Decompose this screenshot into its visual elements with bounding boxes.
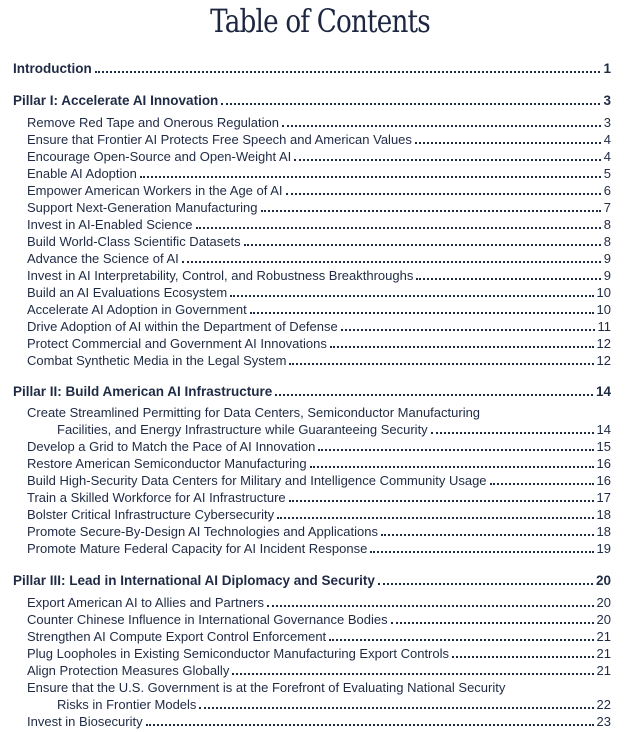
toc-entry[interactable]: Build World-Class Scientific Datasets 8 — [27, 234, 611, 249]
dot-leader — [267, 603, 594, 607]
toc-entry[interactable]: Promote Secure-By-Design AI Technologies and Applications 18 — [27, 524, 611, 539]
toc-entry[interactable]: Remove Red Tape and Onerous Regulation 3 — [27, 115, 611, 130]
toc-entry-introduction[interactable]: Introduction 1 — [13, 61, 611, 76]
toc-entry[interactable]: Facilities, and Energy Infrastructure while Guaranteeing Security 14 — [57, 422, 611, 437]
dot-leader — [289, 361, 593, 365]
dot-leader — [452, 654, 594, 658]
toc-entry[interactable]: Train a Skilled Workforce for AI Infrastructure 17 — [27, 490, 611, 505]
toc-entry[interactable]: Empower American Workers in the Age of AI 6 — [27, 183, 611, 198]
dot-leader — [341, 327, 595, 331]
toc-entry[interactable]: Advance the Science of AI 9 — [27, 251, 611, 266]
toc-entry[interactable]: Invest in AI-Enabled Science 8 — [27, 217, 611, 232]
dot-leader — [415, 140, 601, 144]
toc-entry[interactable]: Accelerate AI Adoption in Government 10 — [27, 302, 611, 317]
dot-leader — [182, 259, 601, 263]
dot-leader — [196, 225, 601, 229]
dot-leader — [95, 69, 601, 73]
toc-entry[interactable]: Drive Adoption of AI within the Department of Defense 11 — [27, 319, 611, 334]
toc-entry[interactable]: Combat Synthetic Media in the Legal System 12 — [27, 353, 611, 368]
toc-entry[interactable]: Bolster Critical Infrastructure Cybersecurity 18 — [27, 507, 611, 522]
dot-leader — [289, 498, 594, 502]
dot-leader — [221, 101, 600, 105]
dot-leader — [416, 276, 600, 280]
dot-leader — [230, 293, 593, 297]
dot-leader — [146, 722, 594, 726]
toc-entry[interactable]: Export American AI to Allies and Partners 20 — [27, 595, 611, 610]
toc-entry-pillar-1[interactable]: Pillar I: Accelerate AI Innovation 3 — [13, 93, 611, 108]
dot-leader — [282, 123, 601, 127]
dot-leader — [232, 671, 593, 675]
dot-leader — [275, 392, 593, 396]
dot-leader — [199, 705, 593, 709]
dot-leader — [391, 620, 594, 624]
toc-entry[interactable]: Enable AI Adoption 5 — [27, 166, 611, 181]
dot-leader — [244, 242, 601, 246]
toc-entry[interactable]: Restore American Semiconductor Manufacturing 16 — [27, 456, 611, 471]
toc-entry[interactable]: Encourage Open-Source and Open-Weight AI 4 — [27, 149, 611, 164]
dot-leader — [381, 532, 594, 536]
toc-entry-pillar-2[interactable]: Pillar II: Build American AI Infrastructure 14 — [13, 384, 611, 399]
dot-leader — [378, 581, 593, 585]
toc-entry[interactable]: Plug Loopholes in Existing Semiconductor Manufacturing Export Controls 21 — [27, 646, 611, 661]
dot-leader — [294, 157, 601, 161]
toc-entry[interactable]: Build High-Security Data Centers for Military and Intelligence Community Usage 16 — [27, 473, 611, 488]
dot-leader — [286, 191, 601, 195]
dot-leader — [370, 549, 593, 553]
dot-leader — [140, 174, 601, 178]
toc-entry[interactable]: Ensure that Frontier AI Protects Free Speech and American Values 4 — [27, 132, 611, 147]
toc-entry[interactable]: Support Next-Generation Manufacturing 7 — [27, 200, 611, 215]
page-title: Table of Contents — [210, 2, 430, 40]
toc-entry-line1[interactable]: Ensure that the U.S. Government is at the Forefront of Evaluating National Security — [27, 680, 506, 695]
dot-leader — [330, 344, 594, 348]
toc-entry[interactable]: Invest in AI Interpretability, Control, and Robustness Breakthroughs 9 — [27, 268, 611, 283]
toc-entry-pillar-3[interactable]: Pillar III: Lead in International AI Diplomacy and Security 20 — [13, 573, 611, 588]
dot-leader — [318, 447, 593, 451]
toc-entry-line1[interactable]: Create Streamlined Permitting for Data Centers, Semiconductor Manufacturing — [27, 405, 481, 420]
dot-leader — [261, 208, 601, 212]
toc-entry[interactable]: Risks in Frontier Models 22 — [57, 697, 611, 712]
dot-leader — [490, 481, 594, 485]
dot-leader — [431, 430, 594, 434]
toc-entry[interactable]: Protect Commercial and Government AI Innovations 12 — [27, 336, 611, 351]
dot-leader — [277, 515, 593, 519]
dot-leader — [329, 637, 593, 641]
toc-entry[interactable]: Invest in Biosecurity 23 — [27, 714, 611, 729]
toc-entry[interactable]: Strengthen AI Compute Export Control Enforcement 21 — [27, 629, 611, 644]
toc-entry[interactable]: Build an AI Evaluations Ecosystem 10 — [27, 285, 611, 300]
toc-entry[interactable]: Align Protection Measures Globally 21 — [27, 663, 611, 678]
toc-entry[interactable]: Develop a Grid to Match the Pace of AI Innovation 15 — [27, 439, 611, 454]
dot-leader — [250, 310, 594, 314]
toc-entry[interactable]: Counter Chinese Influence in International Governance Bodies 20 — [27, 612, 611, 627]
dot-leader — [310, 464, 594, 468]
toc-entry[interactable]: Promote Mature Federal Capacity for AI Incident Response 19 — [27, 541, 611, 556]
